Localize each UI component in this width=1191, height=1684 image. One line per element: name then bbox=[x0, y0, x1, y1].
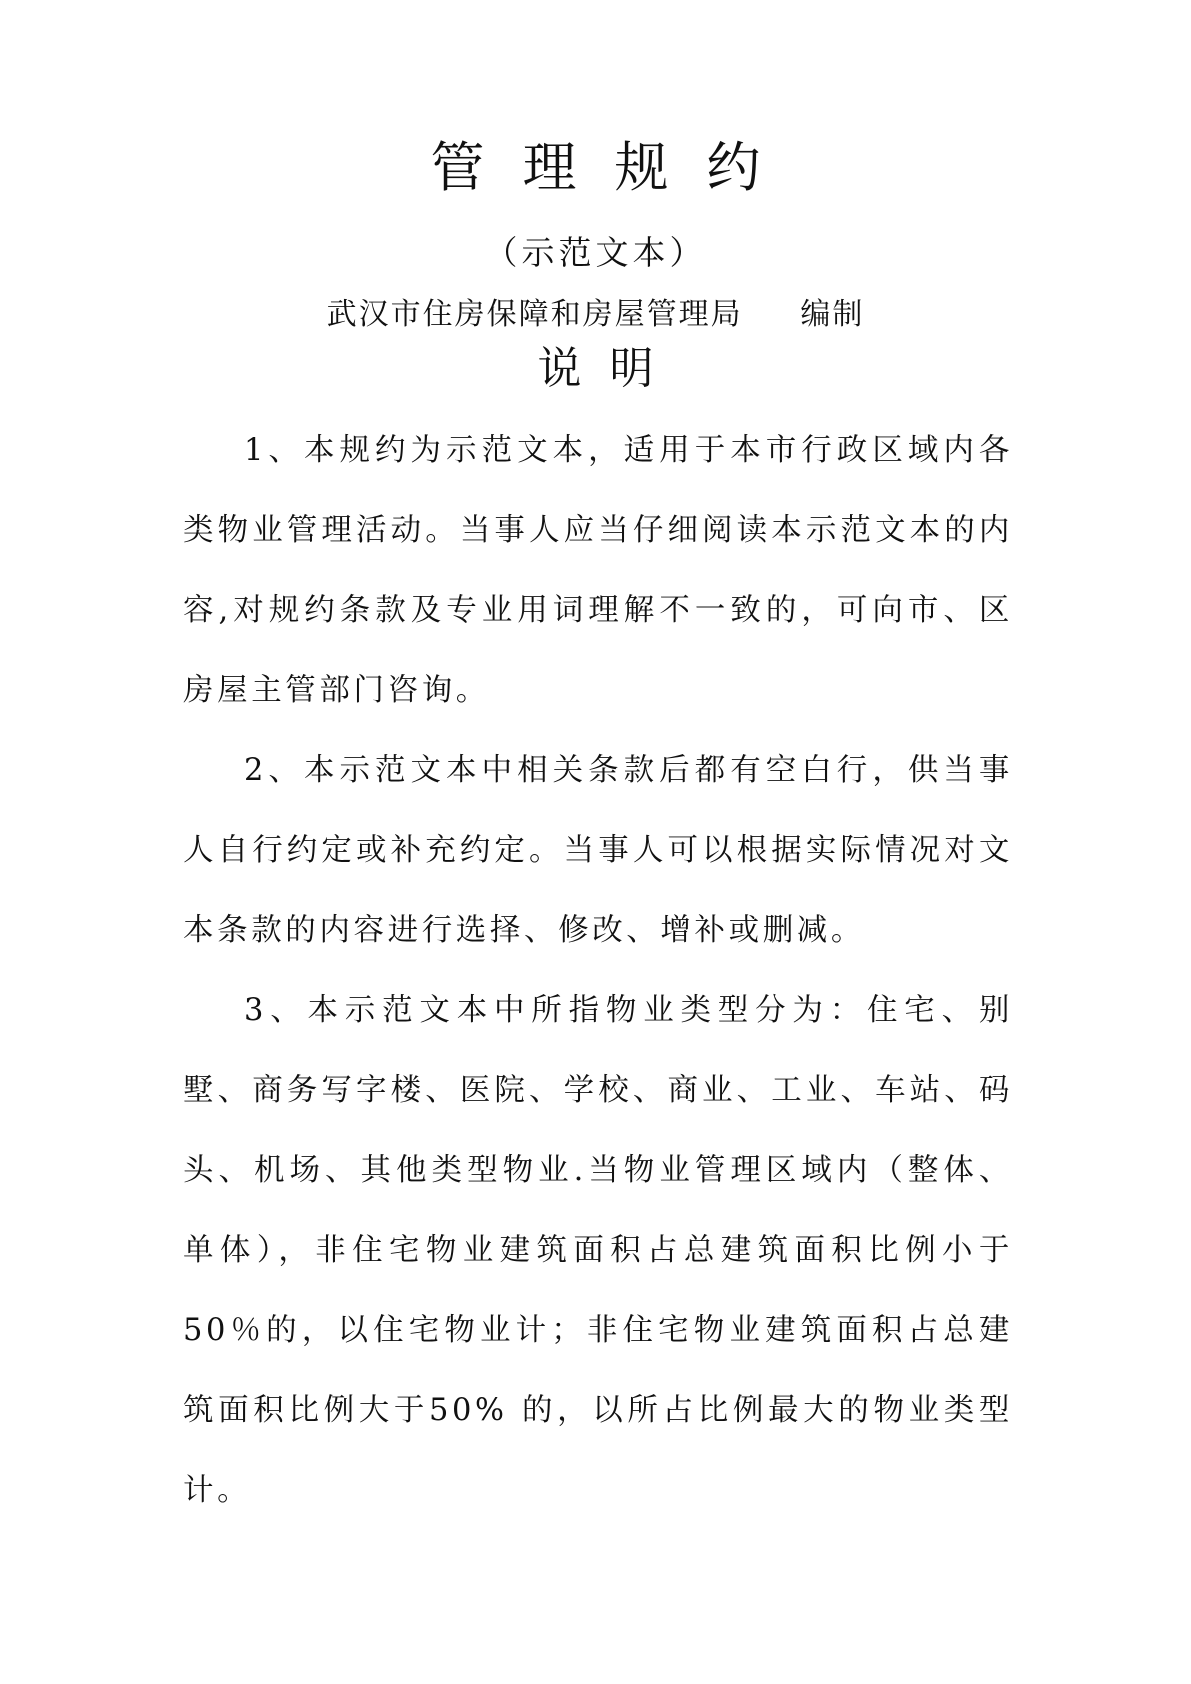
paragraph-1: 1、本规约为示范文本，适用于本市行政区域内各类物业管理活动。当事人应当仔细阅读本示范文本的内容,对规约条款及专业用词理解不一致的，可向市、区房屋主管部门咨询。 bbox=[183, 433, 1013, 708]
body-text bbox=[183, 411, 1013, 1531]
document-subtitle: （示范文本） bbox=[484, 233, 707, 272]
document-author: 武汉市住房保障和房屋管理局 编制 bbox=[326, 297, 865, 332]
paragraph-2: 2、本示范文本中相关条款后都有空白行，供当事人自行约定或补充约定。当事人可以根据实际情况对文本条款的内容进行选择、修改、增补或删减。 bbox=[183, 753, 1013, 948]
document-title: 管理规约 bbox=[430, 136, 799, 199]
paragraph-3: 3、本示范文本中所指物业类型分为：住宅、别墅、商务写字楼、医院、学校、商业、工业、车站、码头、机场、其他类型物业.当物业管理区域内（整体、单体），非住宅物业建筑面积占总建筑面积比例小于50％的，以住宅物业计；非住宅物业建筑面积占总建筑面积比例大于50% 的，以所占比例最大的物业类型计。 bbox=[183, 993, 1013, 1508]
section-heading: 说明 bbox=[537, 343, 682, 394]
